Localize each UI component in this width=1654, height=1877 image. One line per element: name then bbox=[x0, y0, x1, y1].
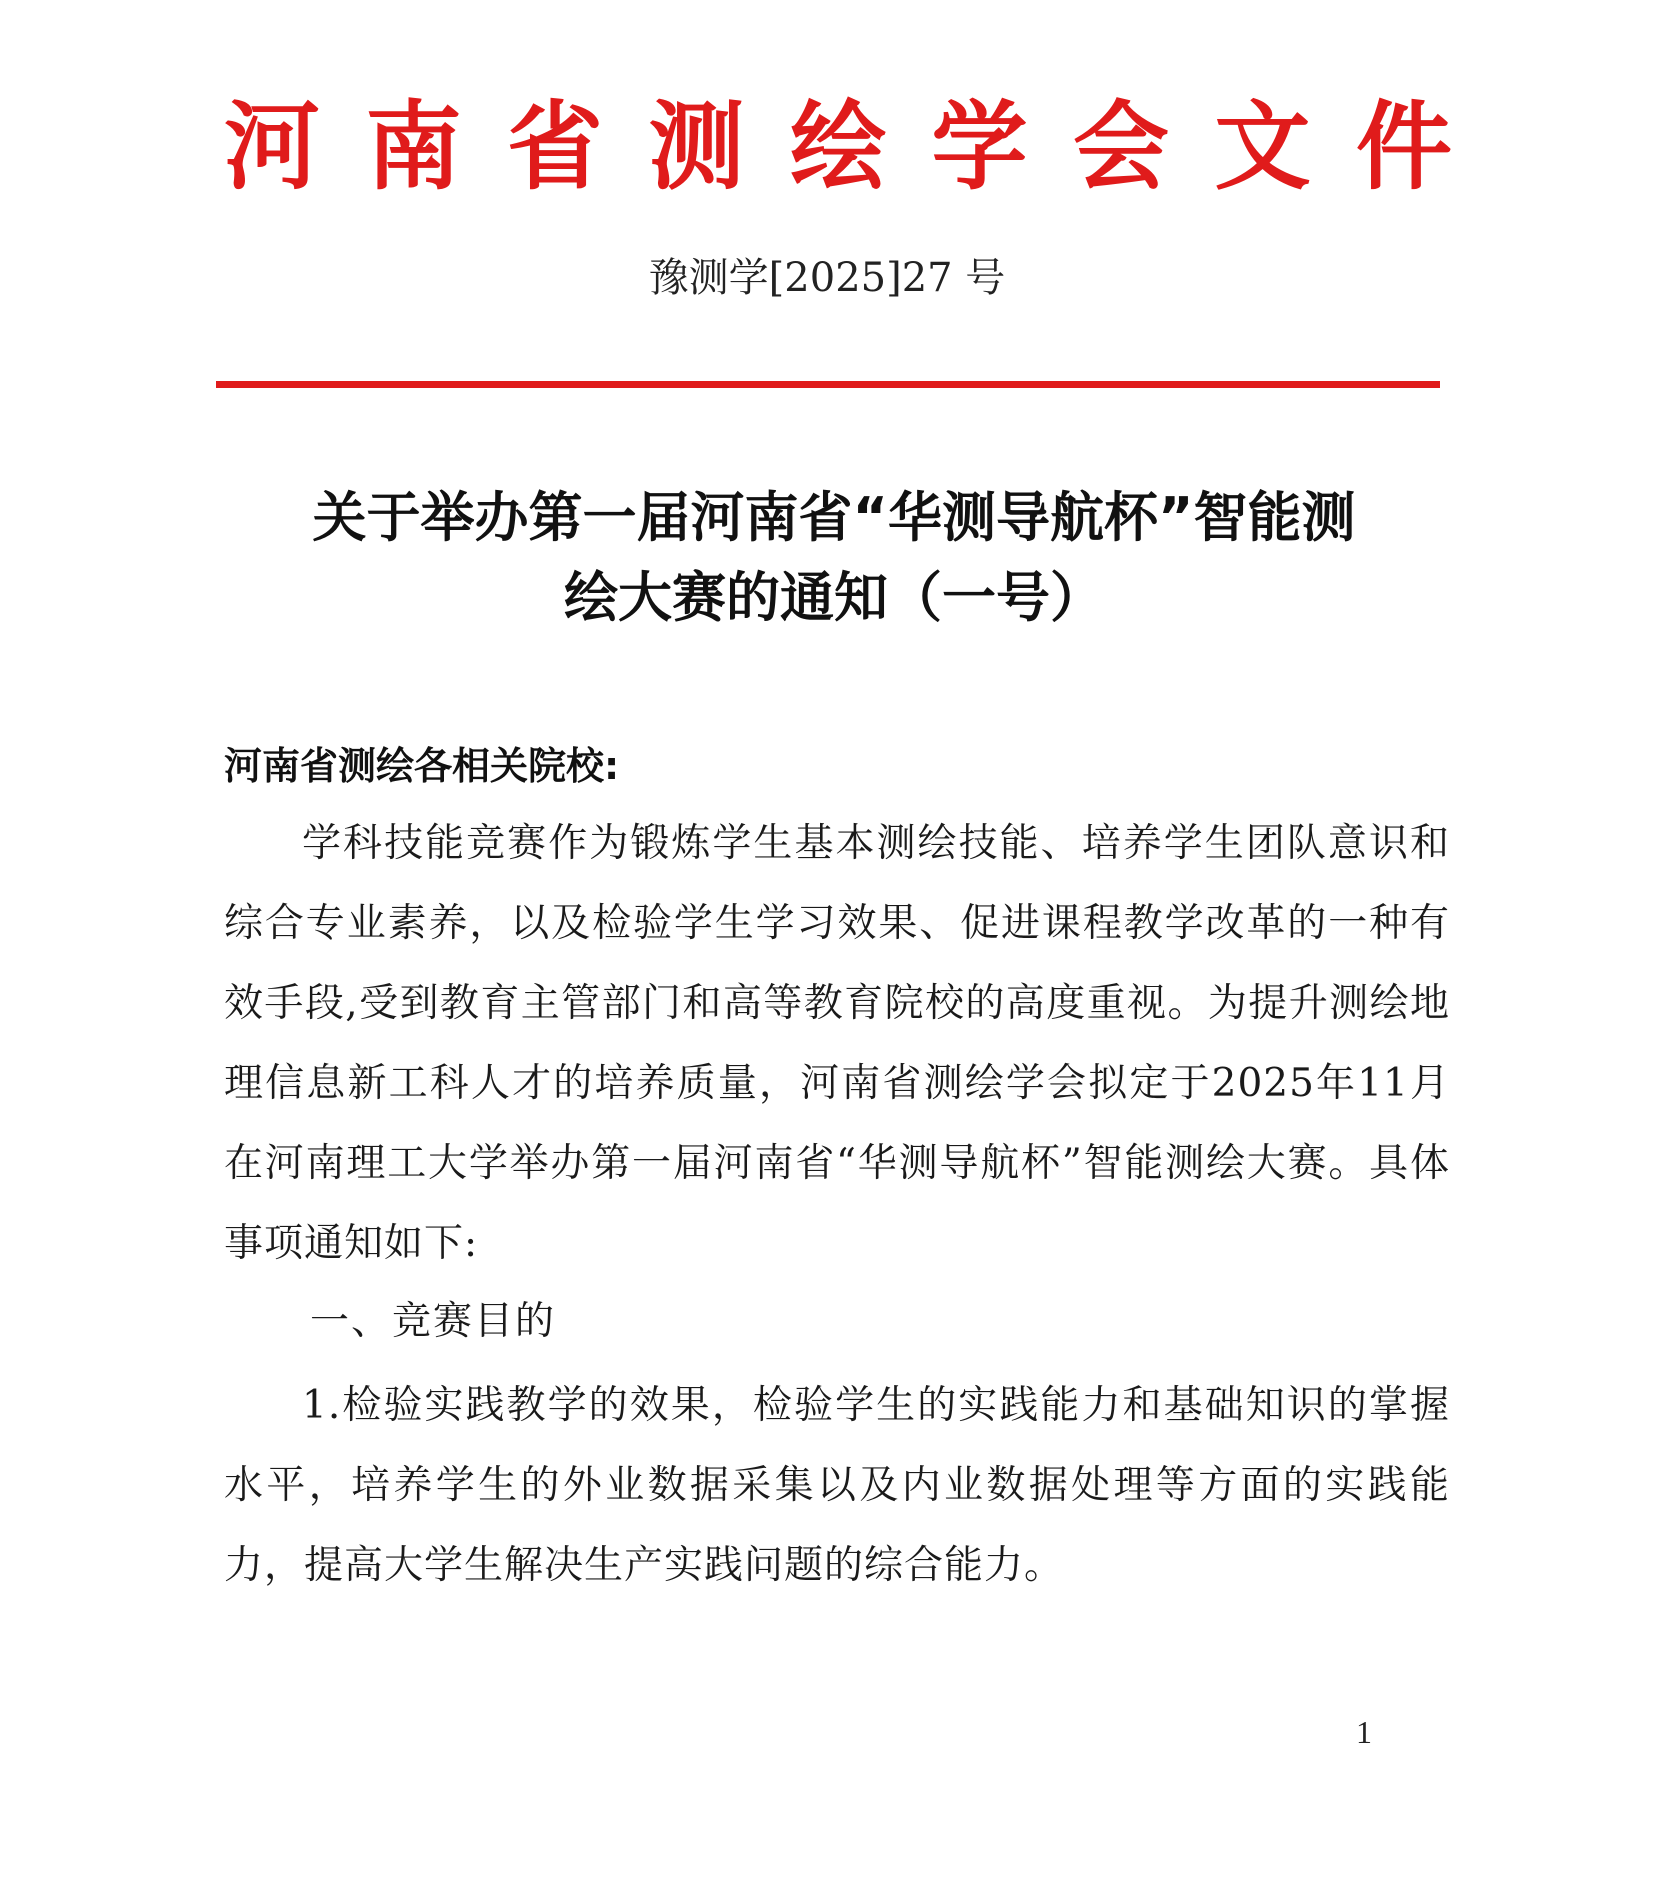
header-char: 河 bbox=[224, 91, 320, 203]
section-heading: 一、竞赛目的 bbox=[310, 1299, 557, 1344]
header-char: 文 bbox=[1214, 91, 1311, 203]
page-number: 1 bbox=[1356, 1714, 1372, 1750]
salutation: 河南省测绘各相关院校: bbox=[224, 744, 620, 788]
document-title bbox=[214, 478, 1454, 638]
title-line-1: 关于举办第一届河南省“华测导航杯”智能测 bbox=[312, 486, 1356, 549]
title-line-2: 绘大赛的通知（一号） bbox=[564, 566, 1104, 629]
red-divider-line bbox=[216, 381, 1440, 388]
document-number: 豫测学[2025]27 号 bbox=[648, 255, 1006, 301]
header-char: 测 bbox=[648, 91, 745, 203]
header-char: 学 bbox=[931, 91, 1028, 203]
header-char: 会 bbox=[1073, 91, 1169, 203]
header-char: 绘 bbox=[790, 91, 886, 203]
header-char: 件 bbox=[1356, 91, 1452, 203]
header-char: 南 bbox=[365, 91, 462, 203]
section-item-paragraph: 1.检验实践教学的效果，检验学生的实践能力和基础知识的掌握水平，培养学生的外业数据采集以及内业数据处理等方面的实践能力，提高大学生解决生产实践问题的综合能力。 bbox=[224, 1383, 1450, 1588]
intro-paragraph: 学科技能竞赛作为锻炼学生基本测绘技能、培养学生团队意识和综合专业素养，以及检验学生学习效果、促进课程教学改革的一种有效手段,受到教育主管部门和高等教育院校的高度重视。为提升测绘地理信息新工科人才的培养质量，河南省测绘学会拟定于2025年11月在河南理工大学举办第一届河南省“华测导航杯”智能测绘大赛。具体事项通知如下: bbox=[224, 821, 1450, 1266]
document-header-red-title bbox=[222, 92, 1454, 202]
header-char: 省 bbox=[507, 91, 603, 203]
